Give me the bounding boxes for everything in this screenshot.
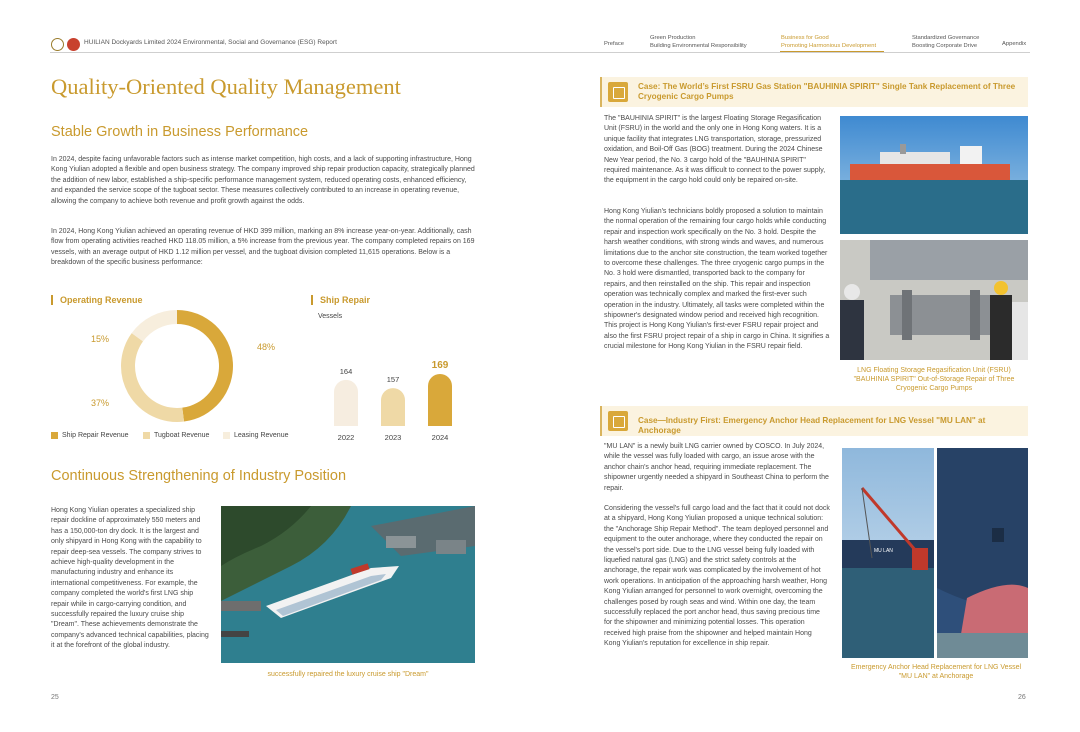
mu-lan-crane-illustration <box>842 448 934 658</box>
bar-category-2023: 2023 <box>384 433 402 442</box>
company-logo-icon <box>51 38 64 51</box>
donut-slice-2 <box>132 310 177 341</box>
header-divider <box>50 52 1030 53</box>
nav-green-production[interactable]: Green Production Building Environmental Responsibility <box>650 35 747 49</box>
fsru-photo-caption: LNG Floating Storage Regasification Unit (FSRU) "BAUHINIA SPIRIT" Out-of-Storage Repair of Three Cryogenic Cargo Pumps <box>853 367 1015 392</box>
cryogenic-pump-photo <box>840 240 1028 360</box>
bar-value-2022: 164 <box>339 366 353 376</box>
donut-label-1: 37% <box>91 398 110 408</box>
section-title-industry-position: Continuous Strengthening of Industry Position <box>51 468 347 484</box>
paragraph-mu-lan-intro: "MU LAN" is a newly built LNG carrier owned by COSCO. In July 2024, while the vessel was fully loaded with cargo, an issue arose with the anchor chain's anchor head, requiring immediate replacement. The shipowner urgently needed a shipyard in Southeast China to perform the repair. <box>604 443 829 492</box>
legend-swatch-tugboat <box>143 432 150 439</box>
chart-title-operating-revenue: Operating Revenue <box>51 295 143 305</box>
bar-2023 <box>381 388 405 426</box>
emblem-icon <box>67 38 80 51</box>
mu-lan-hull-illustration <box>937 448 1028 658</box>
case-box-mu-lan <box>600 406 1028 436</box>
cryogenic-pump-illustration <box>840 240 1028 360</box>
case-document-icon <box>608 411 628 431</box>
chart-title-ship-repair: Ship Repair <box>311 295 370 305</box>
legend-ship-repair: Ship Repair Revenue <box>51 432 129 439</box>
donut-slice-1 <box>121 333 184 422</box>
section-title-business-performance: Stable Growth in Business Performance <box>51 124 309 140</box>
mu-lan-hull-photo <box>937 448 1028 658</box>
operating-revenue-donut-chart <box>85 308 305 428</box>
page-title: Quality-Oriented Quality Management <box>51 74 401 99</box>
ship-hull-name: MU LAN <box>874 548 893 554</box>
bar-category-2024: 2024 <box>431 433 449 442</box>
nav-preface[interactable]: Preface <box>604 41 624 47</box>
fsru-vessel-illustration <box>840 116 1028 234</box>
report-title: HUILIAN Dockyards Limited 2024 Environmental, Social and Governance (ESG) Report <box>84 39 337 46</box>
cruise-ship-illustration <box>221 506 475 663</box>
bar-2022 <box>334 380 358 426</box>
legend-swatch-ship-repair <box>51 432 58 439</box>
paragraph-business-strategy: In 2024, despite facing unfavorable factors such as intense market competition, high costs, and a lack of supporting infrastructure, Hong Kong Yiulian adopted a flexible and open business strategy. The company improved ship repair production capacity, strategically planned the addition of new labor, established a ship-specific performance management system, reduced operating costs, enhanced efficiency, and expanded the service scope of the tugboat sector. These measures collectively contributed to an increase in operating revenue, allowing the company to achieve both revenue and profit growth against the odds. <box>51 156 475 205</box>
paragraph-fsru-solution: Hong Kong Yiulian's technicians boldly proposed a solution to maintain the normal operation of the remaining four cargo holds while conducting repair and inspection work specifically on the No. 3 hold. Despite the harsh weather conditions, with strong winds and waves, and numerous limitations due to the anchor site construction, the team worked together to overcome these challenges. The three cryogenic cargo pumps in the No. 3 hold were dismantled, transported back to the company for repairs, and then reinstalled on the ship. This repair and inspection operation was technically complex and marked the first-ever such operation in the industry. Ultimately, all tasks were completed within the shipowner's designated window period and received high recognition. This project is Hong Kong Yiulian's first-ever FSRU repair project and also the first FSRU project repair of a ship in cargo in China. It signifies a crucial milestone for Hong Kong Yiulian in the FSRU repair field. <box>604 208 830 351</box>
paragraph-mu-lan-solution: Considering the vessel's full cargo load and the fact that it could not dock at a shipyard, Hong Kong Yiulian proposed a unique technical solution: the "Anchorage Ship Repair Method". The team deployed personnel and equipment to the outer anchorage, where they conducted the repair on the vessel's port side. Due to the LNG vessel being fully loaded with liquefied natural gas (LNG) and the strict safety controls at the anchorage, the repair work was complicated by the involvement of hot work operations. In anticipation of the approaching harsh weather, Hong Kong Yiulian arranged for personnel to work overnight, overcoming the challenges posed by rough seas and wind. Within one day, the team successfully replaced the port anchor head, thus saving precious time for the shipowner and minimizing potential losses. This operation received high praise from the shipowner and helped maintain Hong Kong Yiulian's reputation for excellence in ship repair. <box>604 505 830 648</box>
nav-standardized-governance[interactable]: Standardized Governance Boosting Corporate Drive <box>912 35 980 49</box>
legend-swatch-leasing <box>223 432 230 439</box>
donut-label-2: 15% <box>91 334 110 344</box>
case-title-fsru: Case: The World’s First FSRU Gas Station "BAUHINIA SPIRIT" Single Tank Replacement of Three Cryogenic Cargo Pumps <box>638 82 1016 101</box>
cruise-ship-caption: successfully repaired the luxury cruise ship "Dream" <box>267 671 429 678</box>
case-box-fsru <box>600 77 1028 107</box>
bar-category-2022: 2022 <box>337 433 355 442</box>
page-header <box>0 0 1080 56</box>
case-title-mu-lan: Case—Industry First: Emergency Anchor Head Replacement for LNG Vessel "MU LAN" at Anchorage <box>638 416 986 435</box>
page-number-left: 25 <box>51 694 59 701</box>
bar-2024 <box>428 374 452 426</box>
paragraph-fsru-intro: The "BAUHINIA SPIRIT" is the largest Floating Storage Regasification Unit (FSRU) in the world and the only one in Hong Kong waters. It is a unique facility that integrates LNG transportation, storage, pressurized oxidation, and Boil-Off Gas (BOG) treatment. During the 2024 Chinese New Year period, the No. 3 cargo hold of the "BAUHINIA SPIRIT" required maintenance. As it was difficult to connect to the power supply, the equipment in the cargo hold could only be repaired on-site. <box>604 115 826 185</box>
mu-lan-crane-photo <box>842 448 934 658</box>
chart-unit-vessels: Vessels <box>318 313 343 320</box>
donut-slice-0 <box>177 310 233 422</box>
page-number-right: 26 <box>1018 694 1026 701</box>
paragraph-industry-position: Hong Kong Yiulian operates a specialized ship repair dockline of approximately 550 meters and has a 150,000-ton dry dock. It is the largest and only shipyard in Hong Kong with the capability to repair deep-sea vessels. The company strives to achieve high-quality development in the manufacturing industry and enhance its international competitiveness. For example, the company completed the world's first LNG ship repair while in cargo-carrying condition, and successfully repaired the luxury cruise ship "Dream". These achievements demonstrate the company's advanced technical capabilities, placing it at the forefront of the global industry. <box>51 507 209 650</box>
donut-label-0: 48% <box>257 342 276 352</box>
case-document-icon <box>608 82 628 102</box>
legend-tugboat: Tugboat Revenue <box>143 432 209 439</box>
ship-repair-bar-chart <box>320 360 470 446</box>
nav-appendix[interactable]: Appendix <box>1002 41 1027 47</box>
legend-leasing: Leasing Revenue <box>223 432 289 439</box>
nav-business-for-good[interactable]: Business for Good Promoting Harmonious Development <box>781 35 877 49</box>
mu-lan-photo-caption: Emergency Anchor Head Replacement for LNG Vessel "MU LAN" at Anchorage <box>850 664 1022 680</box>
paragraph-operating-revenue: In 2024, Hong Kong Yiulian achieved an operating revenue of HKD 399 million, marking an 8% increase year-on-year. Additionally, cash flow from operating activities reached HKD 118.05 million, a 5% increase from the previous year. The company completed repairs on 169 vessels, with an average output of HKD 1.12 million per vessel, and the tugboat division completed 11,615 operations. Below is a breakdown of the specific business performance: <box>51 228 475 267</box>
fsru-vessel-photo <box>840 116 1028 234</box>
cruise-ship-photo <box>221 506 475 663</box>
bar-value-2024: 169 <box>431 360 449 371</box>
bar-value-2023: 157 <box>386 375 400 385</box>
